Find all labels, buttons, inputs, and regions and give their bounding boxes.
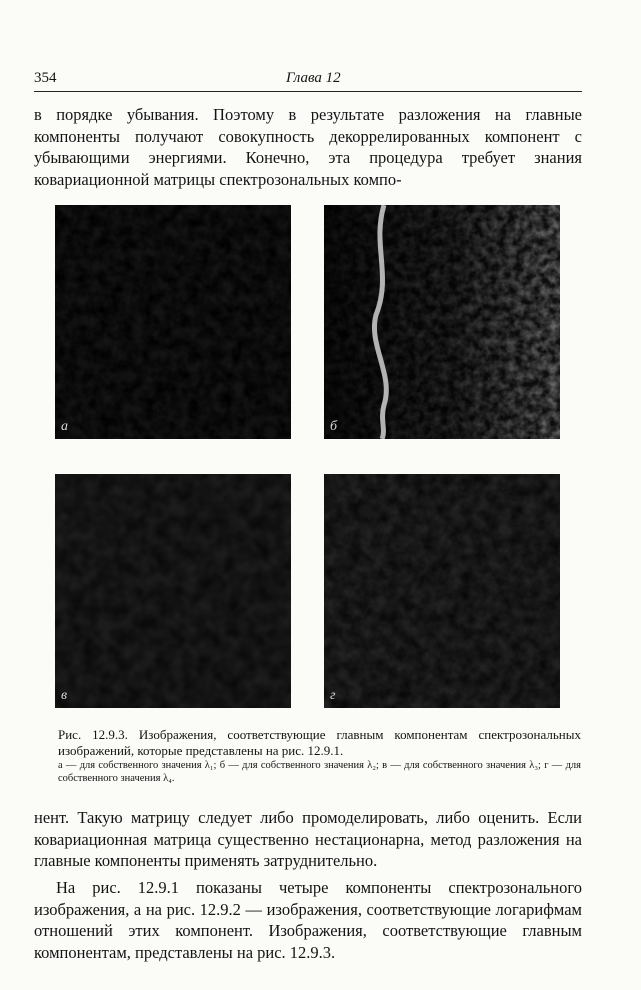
panel-c-image [55, 474, 291, 708]
body-paragraph-last: На рис. 12.9.1 показаны четыре компоненты спектрозонального изображения, а на рис. 12.9.2 — изображения, соответствующие логарифмам отношений этих компонент. Изображения, соответствующие главным компонентам, представлены на рис. 12.9.3. [34, 878, 582, 962]
figure-panel-d [324, 474, 560, 708]
body-paragraph-continued: нент. Такую матрицу следует либо промоделировать, либо оценить. Если ковариационная матрица существенно нестационарна, метод разложения на главные компоненты применять затруднительно. [34, 808, 582, 870]
panel-label-a: а [61, 419, 68, 434]
body-paragraph-top: в порядке убывания. Поэтому в результате разложения на главные компоненты получают совокупность декоррелированных компонент с убывающими энергиями. Конечно, эта процедура требует знания ковариационной матрицы спектрозональных компо- [34, 105, 582, 189]
figure-panel-a [55, 205, 291, 439]
figure-panel-b [324, 205, 560, 439]
figure-caption-note: а — для собственного значения λ₁; б — для собственного значения λ₂; в — для собственного значения λ₃; г — для собственного значения λ₄. [58, 760, 581, 784]
panel-b-image [324, 205, 560, 439]
chapter-title: Глава 12 [286, 70, 341, 86]
panel-label-b: б [330, 419, 338, 434]
panel-a-image [55, 205, 291, 439]
figure-caption: Рис. 12.9.3. Изображения, соответствующие главным компонентам спектрозональных изображений, которые представлены на рис. 12.9.1. [58, 727, 581, 758]
panel-d-image [324, 474, 560, 708]
page-number: 354 [34, 70, 57, 86]
figure-panel-c [55, 474, 291, 708]
panel-label-d: г [330, 688, 336, 703]
panel-label-c: в [61, 688, 68, 703]
